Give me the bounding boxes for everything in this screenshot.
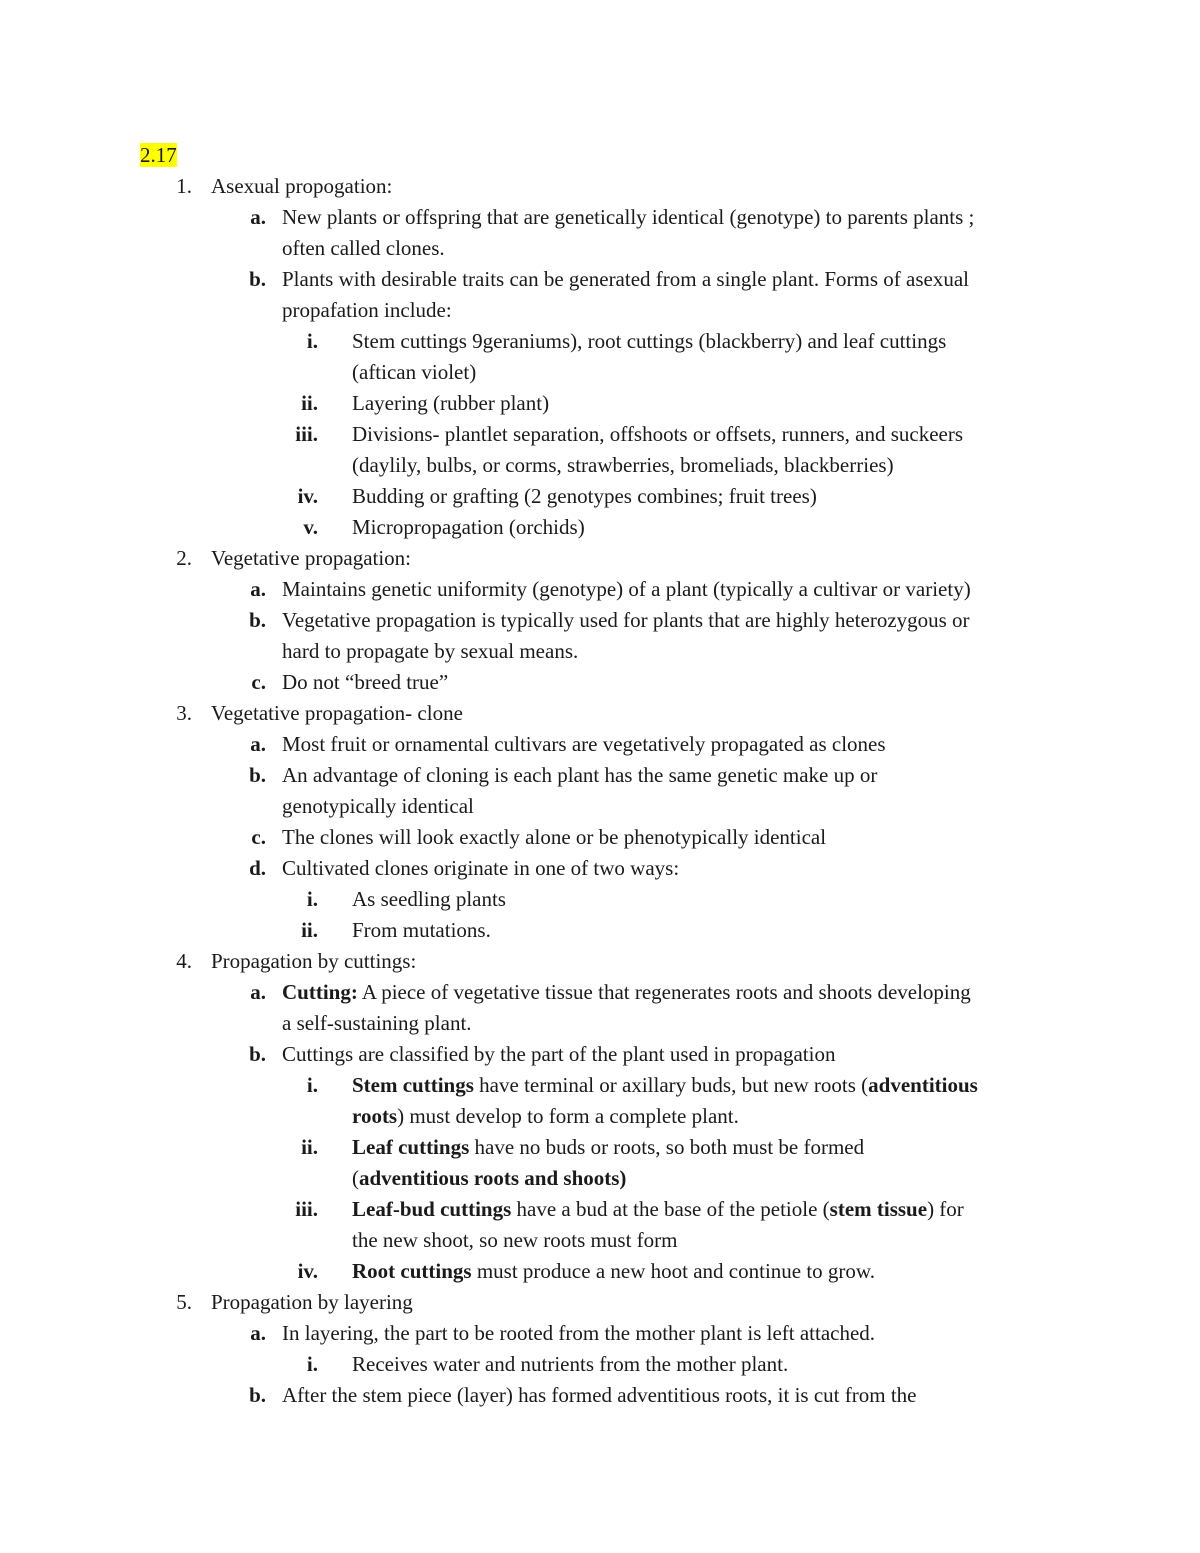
text-run: Budding or grafting (2 genotypes combines; fruit trees) xyxy=(352,484,817,508)
list-marker: b. xyxy=(249,763,266,787)
text-run: Cultivated clones originate in one of two ways: xyxy=(282,856,680,880)
line-text xyxy=(282,856,679,880)
outline-line xyxy=(0,171,1200,202)
text-run: Most fruit or ornamental cultivars are vegetatively propagated as clones xyxy=(282,732,886,756)
list-marker: 2. xyxy=(176,546,192,570)
line-text xyxy=(352,515,585,539)
outline-line xyxy=(0,1132,1200,1163)
list-marker: iv. xyxy=(297,484,318,508)
bold-term: adventitious roots and shoots) xyxy=(359,1166,627,1190)
line-text xyxy=(352,391,549,415)
section-header xyxy=(140,140,177,171)
text-run: Asexual propogation: xyxy=(211,174,393,198)
line-text xyxy=(282,794,474,818)
list-marker: iii. xyxy=(295,1197,318,1221)
outline-line xyxy=(0,1287,1200,1318)
outline-line xyxy=(0,512,1200,543)
line-text xyxy=(352,422,963,446)
list-marker: b. xyxy=(249,608,266,632)
outline-line xyxy=(0,1380,1200,1411)
list-marker: c. xyxy=(251,825,266,849)
bold-term: Stem cuttings xyxy=(352,1073,474,1097)
text-run: must produce a new hoot and continue to grow. xyxy=(471,1259,875,1283)
line-text xyxy=(282,825,826,849)
line-text xyxy=(282,732,886,756)
bold-term: adventitious xyxy=(868,1073,978,1097)
text-run: In layering, the part to be rooted from the mother plant is left attached. xyxy=(282,1321,876,1345)
outline-line xyxy=(0,760,1200,791)
outline-line xyxy=(0,667,1200,698)
text-run: As seedling plants xyxy=(352,887,506,911)
bold-term: Root cuttings xyxy=(352,1259,472,1283)
list-marker: 1. xyxy=(176,174,192,198)
text-run: ) must develop to form a complete plant. xyxy=(397,1104,739,1128)
text-run: a self-sustaining plant. xyxy=(282,1011,472,1035)
text-run: Divisions- plantlet separation, offshoots or offsets, runners, and suckeers xyxy=(352,422,964,446)
text-run: genotypically identical xyxy=(282,794,474,818)
bold-term: Leaf cuttings xyxy=(352,1135,470,1159)
text-run: A piece of vegetative tissue that regenerates roots and shoots developing xyxy=(357,980,971,1004)
list-marker: b. xyxy=(249,267,266,291)
text-run: ) for xyxy=(927,1197,964,1221)
bold-term: Leaf-bud cuttings xyxy=(352,1197,512,1221)
outline-line xyxy=(0,543,1200,574)
outline-line xyxy=(0,946,1200,977)
list-marker: v. xyxy=(303,515,318,539)
text-run: Maintains genetic uniformity (genotype) of a plant (typically a cultivar or variety) xyxy=(282,577,971,601)
outline-line xyxy=(0,729,1200,760)
line-text xyxy=(352,1197,964,1221)
highlighted-section-number: 2.17 xyxy=(140,143,177,167)
outline-line xyxy=(0,605,1200,636)
text-run: Stem cuttings 9geraniums), root cuttings (blackberry) and leaf cuttings xyxy=(352,329,947,353)
outline-line xyxy=(0,574,1200,605)
text-run: From mutations. xyxy=(352,918,491,942)
line-text xyxy=(352,1166,626,1190)
bold-term: stem tissue xyxy=(829,1197,928,1221)
text-run: the new shoot, so new roots must form xyxy=(352,1228,678,1252)
text-run: Propagation by layering xyxy=(211,1290,413,1314)
list-marker: i. xyxy=(306,887,318,911)
outline-line xyxy=(0,1039,1200,1070)
text-run: Vegetative propagation is typically used for plants that are highly heterozygous or xyxy=(282,608,970,632)
bold-term: roots xyxy=(352,1104,398,1128)
line-text xyxy=(282,1321,875,1345)
line-text xyxy=(282,267,969,291)
text-run: hard to propagate by sexual means. xyxy=(282,639,579,663)
line-text xyxy=(352,918,491,942)
outline-line xyxy=(0,1194,1200,1225)
line-text xyxy=(282,298,452,322)
outline-line xyxy=(0,481,1200,512)
list-marker: b. xyxy=(249,1042,266,1066)
outline-line xyxy=(0,326,1200,357)
text-run: Receives water and nutrients from the mother plant. xyxy=(352,1352,789,1376)
text-run: An advantage of cloning is each plant has the same genetic make up or xyxy=(282,763,878,787)
text-run: Do not “breed true” xyxy=(282,670,449,694)
outline-line xyxy=(0,1008,1200,1039)
list-marker: a. xyxy=(250,205,266,229)
bold-term: Cutting: xyxy=(282,980,358,1004)
outline-line xyxy=(0,357,1200,388)
outline-line xyxy=(0,884,1200,915)
line-text xyxy=(211,701,463,725)
outline-line xyxy=(0,822,1200,853)
line-text xyxy=(211,174,392,198)
line-text xyxy=(352,887,506,911)
list-marker: b. xyxy=(249,1383,266,1407)
outline-line xyxy=(0,1318,1200,1349)
list-marker: 3. xyxy=(176,701,192,725)
line-text xyxy=(352,1104,739,1128)
text-run: propafation include: xyxy=(282,298,452,322)
text-run: have no buds or roots, so both must be formed xyxy=(469,1135,865,1159)
text-run: The clones will look exactly alone or be phenotypically identical xyxy=(282,825,827,849)
line-text xyxy=(352,360,476,384)
text-run: ( xyxy=(352,1166,359,1190)
list-marker: a. xyxy=(250,1321,266,1345)
text-run: have a bud at the base of the petiole ( xyxy=(511,1197,830,1221)
list-marker: i. xyxy=(306,329,318,353)
outline-line xyxy=(0,1256,1200,1287)
line-text xyxy=(282,1011,472,1035)
outline-line xyxy=(0,698,1200,729)
line-text xyxy=(282,670,448,694)
list-marker: i. xyxy=(306,1073,318,1097)
list-marker: a. xyxy=(250,980,266,1004)
list-marker: ii. xyxy=(301,918,318,942)
line-text xyxy=(282,1383,916,1407)
outline-line xyxy=(0,450,1200,481)
line-text xyxy=(352,1228,677,1252)
list-marker: a. xyxy=(250,732,266,756)
text-run: Vegetative propagation: xyxy=(211,546,412,570)
line-text xyxy=(211,949,416,973)
outline-line xyxy=(0,1225,1200,1256)
line-text xyxy=(282,763,877,787)
text-run: After the stem piece (layer) has formed adventitious roots, it is cut from the xyxy=(282,1383,917,1407)
line-text xyxy=(352,1073,978,1097)
line-text xyxy=(282,639,578,663)
line-text xyxy=(352,453,894,477)
text-run: Micropropagation (orchids) xyxy=(352,515,585,539)
line-text xyxy=(211,546,411,570)
list-marker: d. xyxy=(249,856,266,880)
outline-line xyxy=(0,915,1200,946)
text-run: Propagation by cuttings: xyxy=(211,949,417,973)
list-marker: ii. xyxy=(301,1135,318,1159)
outline-line xyxy=(0,1101,1200,1132)
line-text xyxy=(352,329,946,353)
outline-line xyxy=(0,1349,1200,1380)
outline-line xyxy=(0,636,1200,667)
outline-line xyxy=(0,202,1200,233)
outline-line xyxy=(0,264,1200,295)
outline-line xyxy=(0,388,1200,419)
outline-list xyxy=(0,171,1200,1411)
list-marker: a. xyxy=(250,577,266,601)
outline-line xyxy=(0,977,1200,1008)
text-run: Plants with desirable traits can be generated from a single plant. Forms of asexual xyxy=(282,267,969,291)
outline-line xyxy=(0,1070,1200,1101)
list-marker: 4. xyxy=(176,949,192,973)
outline-line xyxy=(0,295,1200,326)
text-run: (daylily, bulbs, or corms, strawberries, bromeliads, blackberries) xyxy=(352,453,894,477)
line-text xyxy=(282,608,970,632)
line-text xyxy=(352,1352,788,1376)
text-run: often called clones. xyxy=(282,236,445,260)
line-text xyxy=(282,236,445,260)
line-text xyxy=(282,980,971,1004)
list-marker: 5. xyxy=(176,1290,192,1314)
list-marker: iii. xyxy=(295,422,318,446)
text-run: Cuttings are classified by the part of the plant used in propagation xyxy=(282,1042,836,1066)
line-text xyxy=(282,1042,835,1066)
outline-line xyxy=(0,853,1200,884)
list-marker: c. xyxy=(251,670,266,694)
list-marker: i. xyxy=(306,1352,318,1376)
outline-line xyxy=(0,419,1200,450)
outline-line xyxy=(0,791,1200,822)
text-run: have terminal or axillary buds, but new roots ( xyxy=(473,1073,869,1097)
line-text xyxy=(282,205,974,229)
line-text xyxy=(352,484,817,508)
line-text xyxy=(211,1290,413,1314)
outline-line xyxy=(0,1163,1200,1194)
text-run: Vegetative propagation- clone xyxy=(211,701,463,725)
text-run: Layering (rubber plant) xyxy=(352,391,550,415)
line-text xyxy=(282,577,971,601)
list-marker: ii. xyxy=(301,391,318,415)
outline-line xyxy=(0,233,1200,264)
line-text xyxy=(352,1135,864,1159)
line-text xyxy=(352,1259,875,1283)
list-marker: iv. xyxy=(297,1259,318,1283)
text-run: New plants or offspring that are genetically identical (genotype) to parents plants ; xyxy=(282,205,975,229)
text-run: (aftican violet) xyxy=(352,360,477,384)
